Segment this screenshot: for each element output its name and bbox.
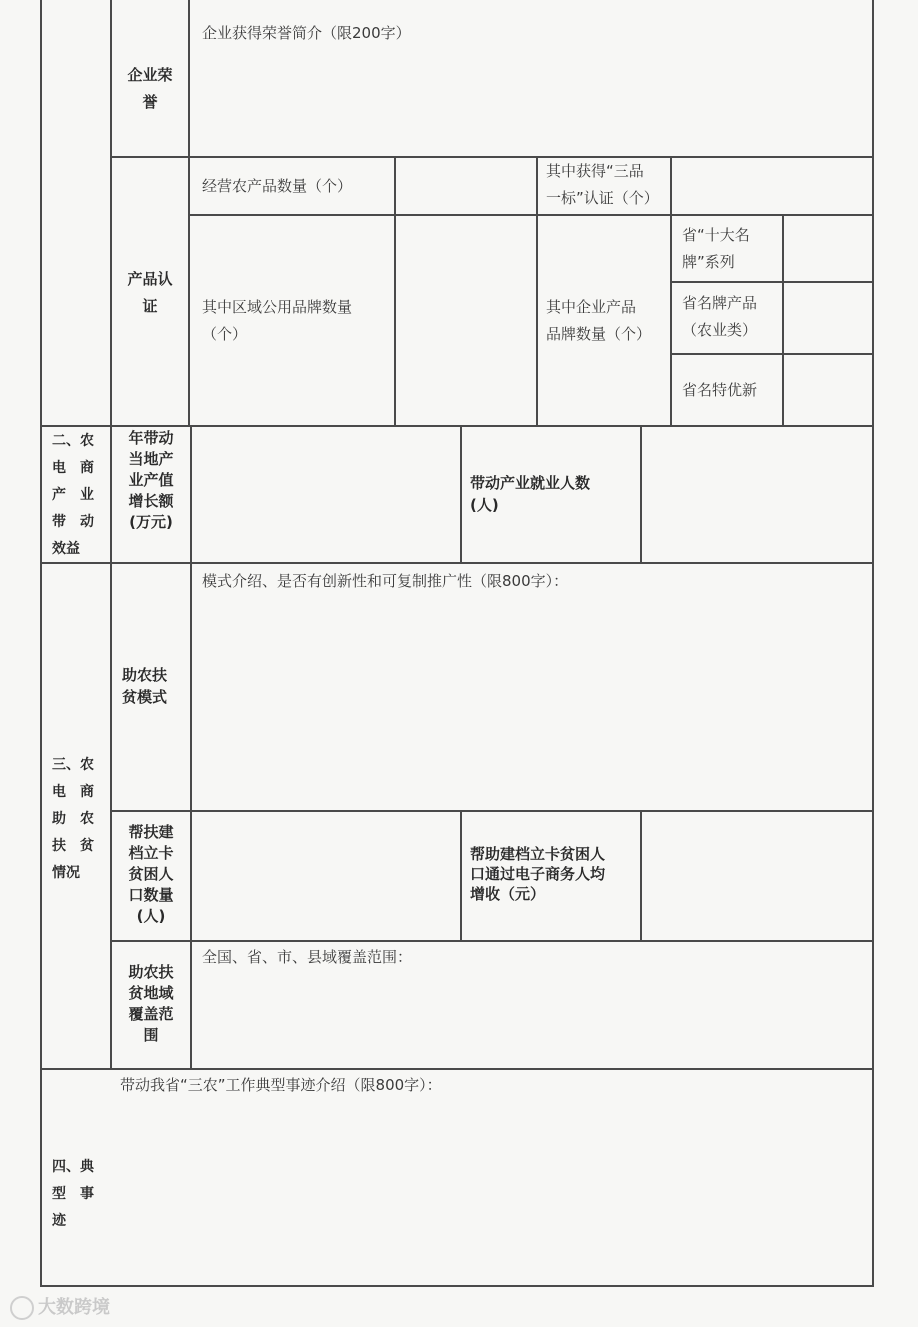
rule-line [190, 214, 872, 216]
section-three-title: 三、农 电 商 助 农 扶 贫 情况 [52, 757, 94, 881]
rule-line [536, 156, 538, 425]
honors-row-label: 企业荣 誉 [127, 66, 173, 111]
rule-line [40, 0, 42, 1287]
output-growth-label: 年带动 当地产 业产值 增长额 (万元) [128, 429, 174, 531]
typical-deeds-prompt: 带动我省“三农”工作典型事迹介绍（限800字）： [120, 1076, 442, 1094]
rule-line [40, 425, 872, 427]
coverage-prompt: 全国、省、市、县域覆盖范围： [202, 948, 413, 966]
rule-line [872, 0, 874, 1287]
section-two-title: 二、农 电 商 产 业 带 动 效益 [52, 433, 94, 557]
products-row-label: 产品认 证 [127, 270, 173, 315]
income-label: 帮助建档立卡贫困人 口通过电子商务人均 增收（元） [470, 845, 606, 903]
product-count-label: 经营农产品数量（个） [202, 177, 353, 195]
rule-line [110, 810, 872, 812]
rule-line [460, 425, 462, 562]
rule-line [190, 425, 192, 1068]
rule-line [40, 1068, 872, 1070]
rule-line [640, 810, 642, 940]
mode-label: 助农扶 贫模式 [122, 666, 168, 706]
rule-line [40, 1285, 874, 1287]
rule-line [640, 425, 642, 562]
rule-line [394, 156, 396, 425]
regional-brand-label: 其中区域公用品牌数量 （个） [202, 298, 353, 343]
watermark [10, 1293, 110, 1320]
rule-line [672, 281, 872, 283]
poor-count-label: 帮扶建 档立卡 贫困人 口数量 (人) [128, 823, 174, 925]
coverage-label: 助农扶 贫地域 覆盖范 围 [128, 963, 174, 1044]
rule-line [110, 156, 872, 158]
famous-brand-label: 省名牌产品 （农业类） [682, 294, 758, 339]
honors-intro-prompt: 企业获得荣誉简介（限200字） [202, 24, 411, 42]
three-certified-label: 其中获得“三品 一标”认证（个） [546, 162, 659, 207]
mode-prompt: 模式介绍、是否有创新性和可复制推广性（限800字）： [202, 572, 569, 590]
rule-line [188, 0, 190, 425]
rule-line [110, 940, 872, 942]
top10-brand-label: 省“十大名 牌”系列 [682, 226, 750, 271]
employment-label: 带动产业就业人数 (人) [470, 474, 591, 514]
section-four-title: 四、典 型 事 迹 [52, 1159, 94, 1229]
watermark-logo-icon [10, 1296, 34, 1320]
rule-line [460, 810, 462, 940]
rule-line [670, 156, 672, 425]
enterprise-brand-label: 其中企业产品 品牌数量（个） [546, 298, 652, 343]
rule-line [782, 214, 784, 425]
special-new-label: 省名特优新 [682, 381, 758, 399]
rule-line [40, 562, 872, 564]
watermark-text: 大数跨境 [38, 1297, 110, 1318]
rule-line [672, 353, 872, 355]
